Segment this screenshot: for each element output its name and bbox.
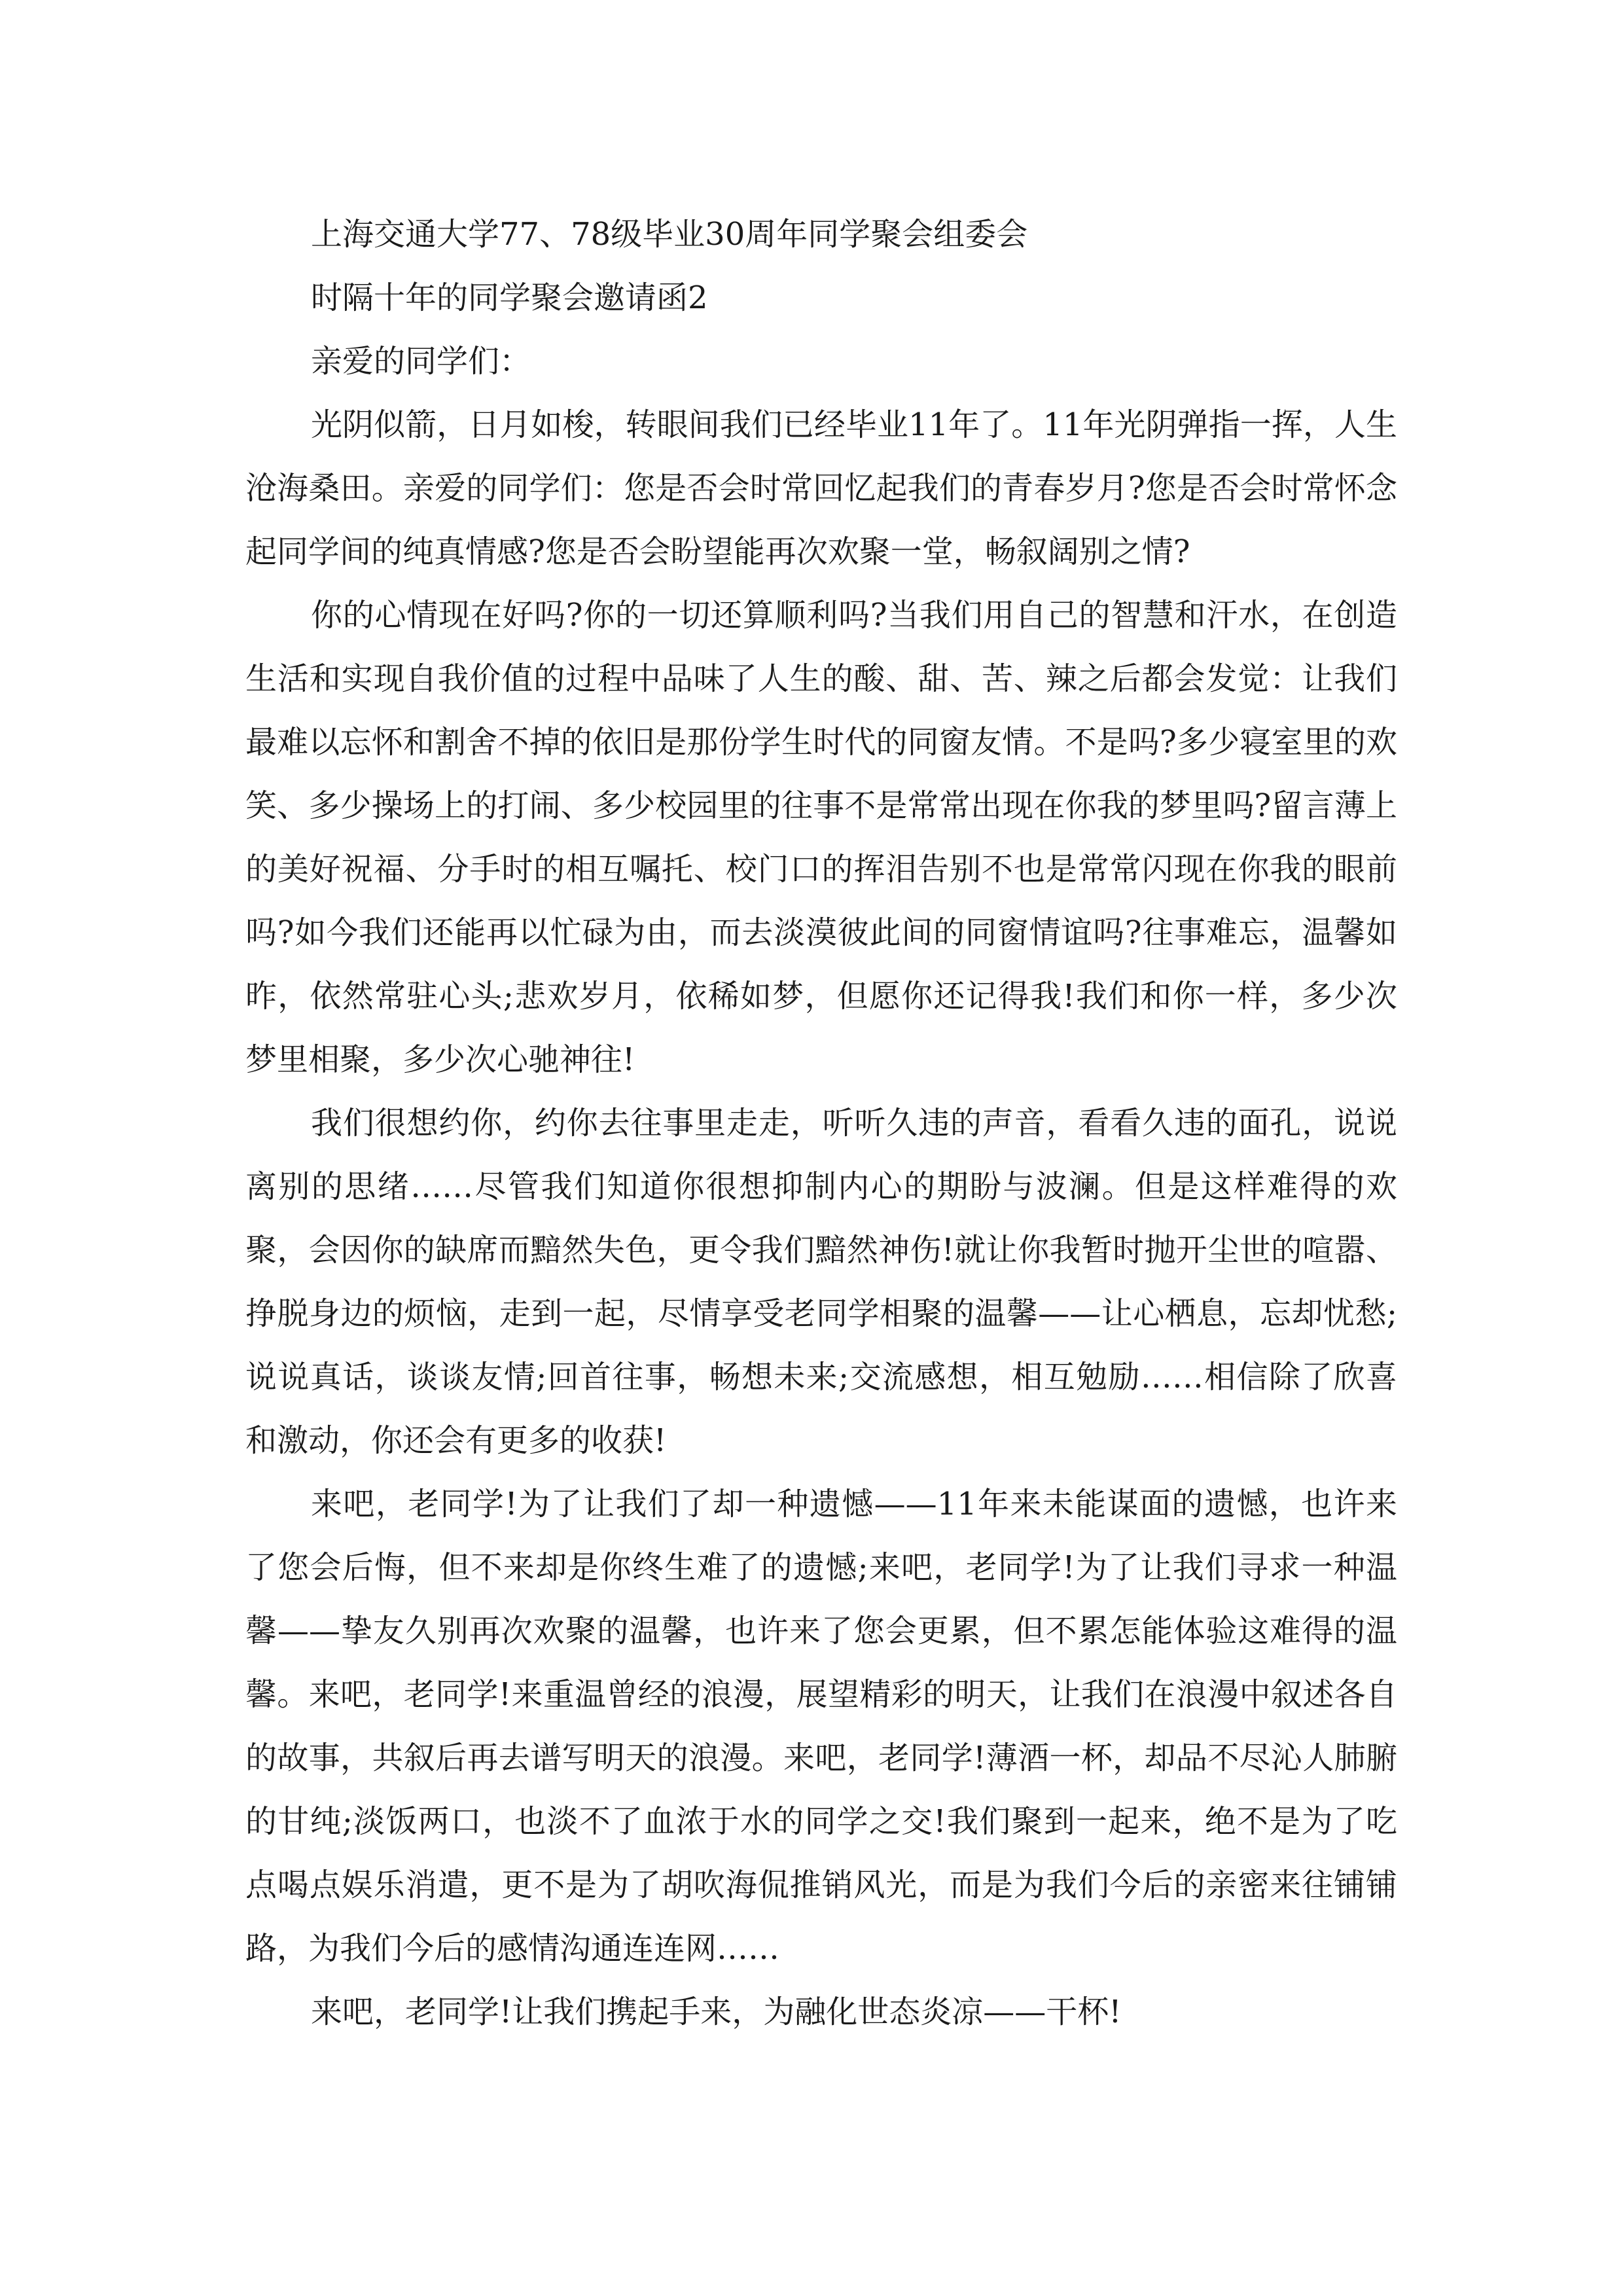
paragraph-2: 你的心情现在好吗?你的一切还算顺利吗?当我们用自己的智慧和汗水，在创造生活和实现自我价值的过程中品味了人生的酸、甜、苦、辣之后都会发觉：让我们最难以忘怀和割舍不掉的依旧是那份学生时代的同窗友情。不是吗?多少寝室里的欢笑、多少操场上的打闹、多少校园里的往事不是常常出现在你我的梦里吗?留言薄上的美好祝福、分手时的相互嘱托、校门口的挥泪告别不也是常常闪现在你我的眼前吗?如今我们还能再以忙碌为由，而去淡漠彼此间的同窗情谊吗?往事难忘，温馨如昨，依然常驻心头;悲欢岁月，依稀如梦，但愿你还记得我!我们和你一样，多少次梦里相聚，多少次心驰神往! xyxy=(245,597,1397,1078)
paragraph-3: 我们很想约你，约你去往事里走走，听听久违的声音，看看久违的面孔，说说离别的思绪……尽管我们知道你很想抑制内心的期盼与波澜。但是这样难得的欢聚，会因你的缺席而黯然失色，更令我们黯然神伤!就让你我暂时抛开尘世的喧嚣、挣脱身边的烦恼，走到一起，尽情享受老同学相聚的温馨——让心栖息，忘却忧愁;说说真话，谈谈友情;回首往事，畅想未来;交流感想，相互勉励……相信除了欣喜和激动，你还会有更多的收获! xyxy=(245,1105,1397,1459)
paragraph-1: 光阴似箭，日月如梭，转眼间我们已经毕业11年了。11年光阴弹指一挥，人生沧海桑田。亲爱的同学们：您是否会时常回忆起我们的青春岁月?您是否会时常怀念起同学间的纯真情感?您是否会盼望能再次欢聚一堂，畅叙阔别之情? xyxy=(245,406,1397,570)
paragraph-5: 来吧，老同学!让我们携起手来，为融化世态炎凉——干杯! xyxy=(311,1994,1122,2030)
document-page xyxy=(245,203,1397,2044)
organizer-line: 上海交通大学77、78级毕业30周年同学聚会组委会 xyxy=(311,216,1028,253)
letter-title: 时隔十年的同学聚会邀请函2 xyxy=(311,279,708,316)
salutation: 亲爱的同学们： xyxy=(311,343,531,380)
paragraph-4: 来吧，老同学!为了让我们了却一种遗憾——11年来未能谋面的遗憾，也许来了您会后悔，但不来却是你终生难了的遗憾;来吧，老同学!为了让我们寻求一种温馨——挚友久别再次欢聚的温馨，也许来了您会更累，但不累怎能体验这难得的温馨。来吧，老同学!来重温曾经的浪漫，展望精彩的明天，让我们在浪漫中叙述各自的故事，共叙后再去谱写明天的浪漫。来吧，老同学!薄酒一杯，却品不尽沁人肺腑的甘纯;淡饭两口，也淡不了血浓于水的同学之交!我们聚到一起来，绝不是为了吃点喝点娱乐消遣，更不是为了胡吹海侃推销风光，而是为我们今后的亲密来往铺铺路，为我们今后的感情沟通连连网…… xyxy=(245,1486,1397,1967)
